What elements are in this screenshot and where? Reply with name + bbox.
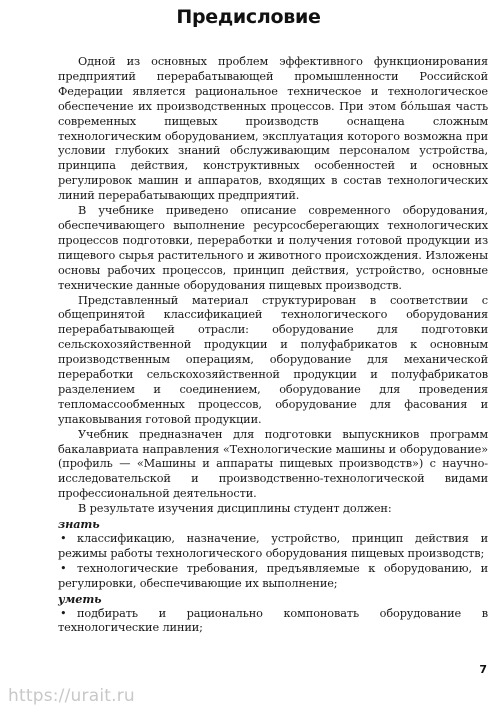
know-item-1: [58, 532, 488, 562]
bullet-icon: •: [60, 532, 67, 545]
can-label: уметь: [58, 591, 102, 606]
page-number: 7: [479, 663, 487, 676]
know-item-2: [58, 562, 488, 592]
know-item-2-text: технологические требования, предъявляемые к оборудованию, и регулировки, обеспечивающие их выполнение;: [58, 561, 488, 590]
know-item-1-text: классификацию, назначение, устройство, принцип действия и режимы работы технологического оборудования пищевых производств;: [58, 532, 488, 560]
paragraph-1: Одной из основных проблем эффективного функционирования предприятий перерабатывающей промышленности Российской Федерации является рациональное техническое и технологическое обеспечение их производственных процессов. При этом бо́льшая часть современных пищевых производств оснащена сложным технологическим оборудованием, эксплуатация которого возможна при условии глубоких знаний обслуживающим персоналом устройства, принципа действия, конструктивных особенностей и основных регулировок машин и аппаратов, входящих в состав технологических линий перерабатывающих предприятий.: [58, 55, 488, 203]
bullet-icon: •: [60, 606, 67, 620]
paragraph-5: В результате изучения дисциплины студент должен:: [78, 502, 392, 516]
know-label: знать: [58, 517, 100, 532]
bullet-icon: •: [60, 561, 67, 575]
page-title: Предисловие: [176, 6, 321, 28]
can-item-1-text: подбирать и рационально компоновать оборудование в технологические линии;: [58, 606, 488, 635]
paragraph-2: В учебнике приведено описание современного оборудования, обеспечивающего выполнение ресурсосберегающих технологических процессов подготовки, переработки и получения готовой продукции из пищевого сырья растительного и животного происхождения. Изложены основы рабочих процессов, принцип действия, устройство, основные технические данные оборудования пищевых производств.: [58, 204, 488, 292]
can-item-1: [58, 607, 488, 637]
watermark-url: https://urait.ru: [8, 686, 135, 706]
paragraph-4: Учебник предназначен для подготовки выпускников программ бакалавриата направления «Технологические машины и оборудование» (профиль — «Машины и аппараты пищевых производств») с научно-исследовательской и производственно-технологической видами профессиональной деятельности.: [58, 427, 488, 501]
paragraph-3: Представленный материал структурирован в соответствии с общепринятой классификацией технологического оборудования перерабатывающей отрасли: оборудование для подготовки сельскохозяйственной продукции и полуфабрикатов к основным производственным операциям, оборудование для механической переработки сельскохозяйственной продукции и полуфабрикатов разделением и соединением, оборудование для проведения тепломассообменных процессов, оборудование для фасования и упаковывания готовой продукции.: [58, 293, 488, 426]
body-text: [58, 55, 488, 636]
